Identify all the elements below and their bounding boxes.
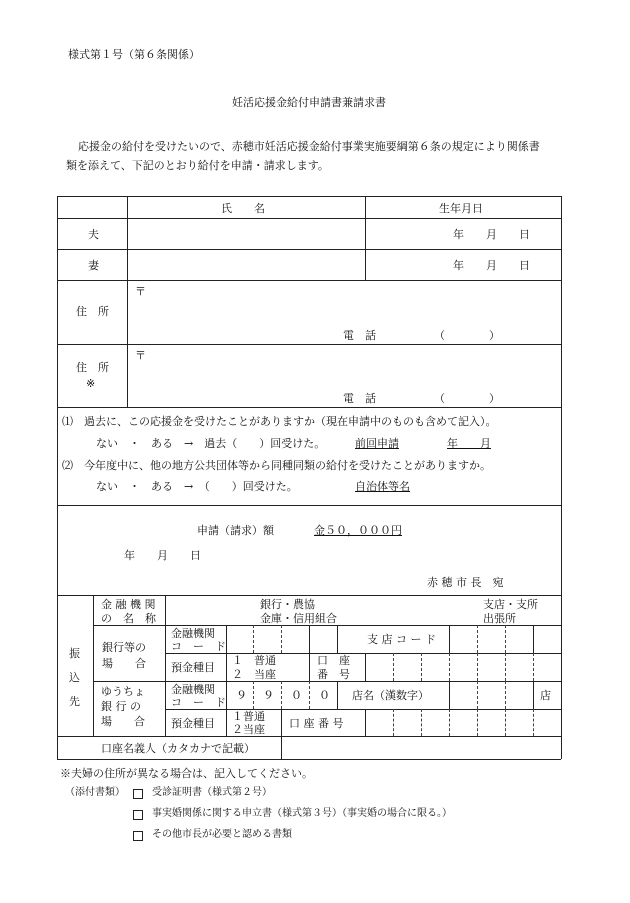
municipality-name-label: 自治体等名	[355, 480, 410, 493]
request-amount-label: 申請（請求）額	[197, 524, 274, 537]
branch-types-2[interactable]: 出張所	[483, 612, 516, 625]
previous-application[interactable]	[355, 438, 517, 449]
phone-label-2: 電 話	[343, 392, 376, 405]
attachment-item-3: その他市長が必要と認める書類	[152, 829, 292, 840]
account-no-label-1: 口 座	[317, 654, 350, 667]
inst-types-2[interactable]: 金庫・信用組合	[260, 612, 337, 625]
attachment-item-1: 受診証明書（様式第２号）	[152, 787, 272, 798]
yucho-code-label-1: 金融機関	[171, 683, 215, 696]
holder-label: 口座名義人（カタカナで記載）	[101, 742, 255, 755]
inst-label-2: の 名 称	[101, 612, 156, 625]
attachment-checkbox-2[interactable]	[133, 810, 143, 820]
yucho-code-digit-4: ０	[319, 689, 330, 702]
address-field[interactable]	[128, 281, 560, 321]
col-header-name: 氏 名	[221, 202, 265, 215]
intro-line-1: 応援金の給付を受けたいので、赤穂市妊活応援金給付事業実施要綱第６条の規定により関係書	[78, 140, 540, 153]
yucho-code-digit-1: ９	[236, 689, 247, 702]
yucho-account-label: 口 座 番 号	[289, 717, 344, 730]
question-2-answer[interactable]: ない ・ ある → （ ）回受けた。	[96, 480, 298, 493]
furikomi-1: 振	[69, 647, 80, 660]
address-field-2[interactable]	[128, 345, 560, 385]
application-date[interactable]: 年 月 日	[124, 549, 201, 562]
attachments-label: （添付書類）	[65, 787, 125, 798]
branch-types-1[interactable]: 支店・支所	[483, 598, 538, 611]
form-number: 様式第１号（第６条関係）	[68, 48, 200, 61]
address-note: ※夫婦の住所が異なる場合は、記入してください。	[60, 767, 313, 780]
label-address: 住 所	[76, 305, 109, 318]
bank-code-label-1: 金融機関	[171, 627, 215, 640]
furikomi-2: 込	[69, 671, 80, 684]
label-husband: 夫	[88, 228, 99, 241]
furikomi-3: 先	[69, 695, 80, 708]
attachment-item-2: 事実婚関係に関する申立書（様式第３号）（事実婚の場合に限る。）	[152, 808, 452, 819]
yucho-deposit-opt-1[interactable]: １普通	[232, 710, 265, 723]
husband-birthdate[interactable]: 年 月 日	[453, 228, 530, 241]
label-wife: 妻	[88, 259, 99, 272]
yucho-deposit-opt-2[interactable]: ２当座	[232, 723, 265, 736]
inst-label-1: 金 融 機 関	[101, 598, 156, 611]
address-note-mark: ※	[86, 377, 96, 390]
intro-line-2: 類を添えて、下記のとおり給付を申請・請求します。	[66, 159, 329, 172]
branch-suffix: 店	[540, 689, 551, 702]
deposit-opt-1[interactable]: １ 普通	[232, 654, 276, 667]
municipality-name-field[interactable]	[355, 481, 517, 492]
account-no-label-2: 番 号	[317, 668, 350, 681]
postal-mark-2: 〒	[135, 349, 146, 362]
inst-types-1[interactable]: 銀行・農協	[260, 598, 315, 611]
previous-application-label: 前回申請	[355, 437, 399, 450]
yucho-case-1: ゆうちょ	[101, 685, 145, 698]
yucho-code-digit-3: ０	[291, 689, 302, 702]
phone-field[interactable]: （ ）	[434, 329, 500, 342]
question-1: ⑴ 過去に、この応援金を受けたことがありますか（現在申請中のものも含めて記入）。	[62, 415, 497, 428]
addressee: 赤 穂 市 長 宛	[427, 576, 504, 589]
deposit-type-label: 預金種目	[171, 661, 215, 674]
request-amount: 金５０，０００円	[314, 524, 402, 537]
yucho-case-2: 銀 行 の	[101, 700, 141, 713]
bank-case-1: 銀行等の	[102, 641, 146, 654]
yucho-case-3: 場 合	[101, 715, 145, 728]
attachment-checkbox-1[interactable]	[133, 789, 143, 799]
deposit-opt-2[interactable]: ２ 当座	[232, 668, 276, 681]
yucho-code-label-2: コ ー ド	[171, 696, 226, 709]
form-title: 妊活応援金給付申請書兼請求書	[232, 96, 386, 109]
phone-label: 電 話	[343, 329, 376, 342]
wife-birthdate[interactable]: 年 月 日	[453, 259, 530, 272]
bank-case-2: 場 合	[102, 657, 146, 670]
phone-field-2[interactable]: （ ）	[434, 392, 500, 405]
question-2: ⑵ 今年度中に、他の地方公共団体等から同種同類の給付を受けたことがありますか。	[62, 459, 491, 472]
question-1-answer[interactable]: ない ・ ある → 過去（ ）回受けた。	[96, 437, 326, 450]
col-header-birthdate: 生年月日	[439, 202, 483, 215]
previous-application-ym: 年 月	[447, 437, 491, 450]
branch-code-label: 支 店 コ ー ド	[367, 633, 436, 646]
branch-name-label: 店名（漢数字）	[352, 689, 429, 702]
postal-mark: 〒	[135, 285, 146, 298]
husband-name-field[interactable]	[128, 219, 364, 248]
wife-name-field[interactable]	[128, 250, 364, 279]
attachment-checkbox-3[interactable]	[133, 831, 143, 841]
yucho-deposit-label: 預金種目	[171, 717, 215, 730]
yucho-code-digit-2: ９	[263, 689, 274, 702]
bank-code-label-2: コ ー ド	[171, 640, 226, 653]
label-address-2: 住 所	[76, 361, 109, 374]
holder-field[interactable]	[282, 737, 560, 758]
